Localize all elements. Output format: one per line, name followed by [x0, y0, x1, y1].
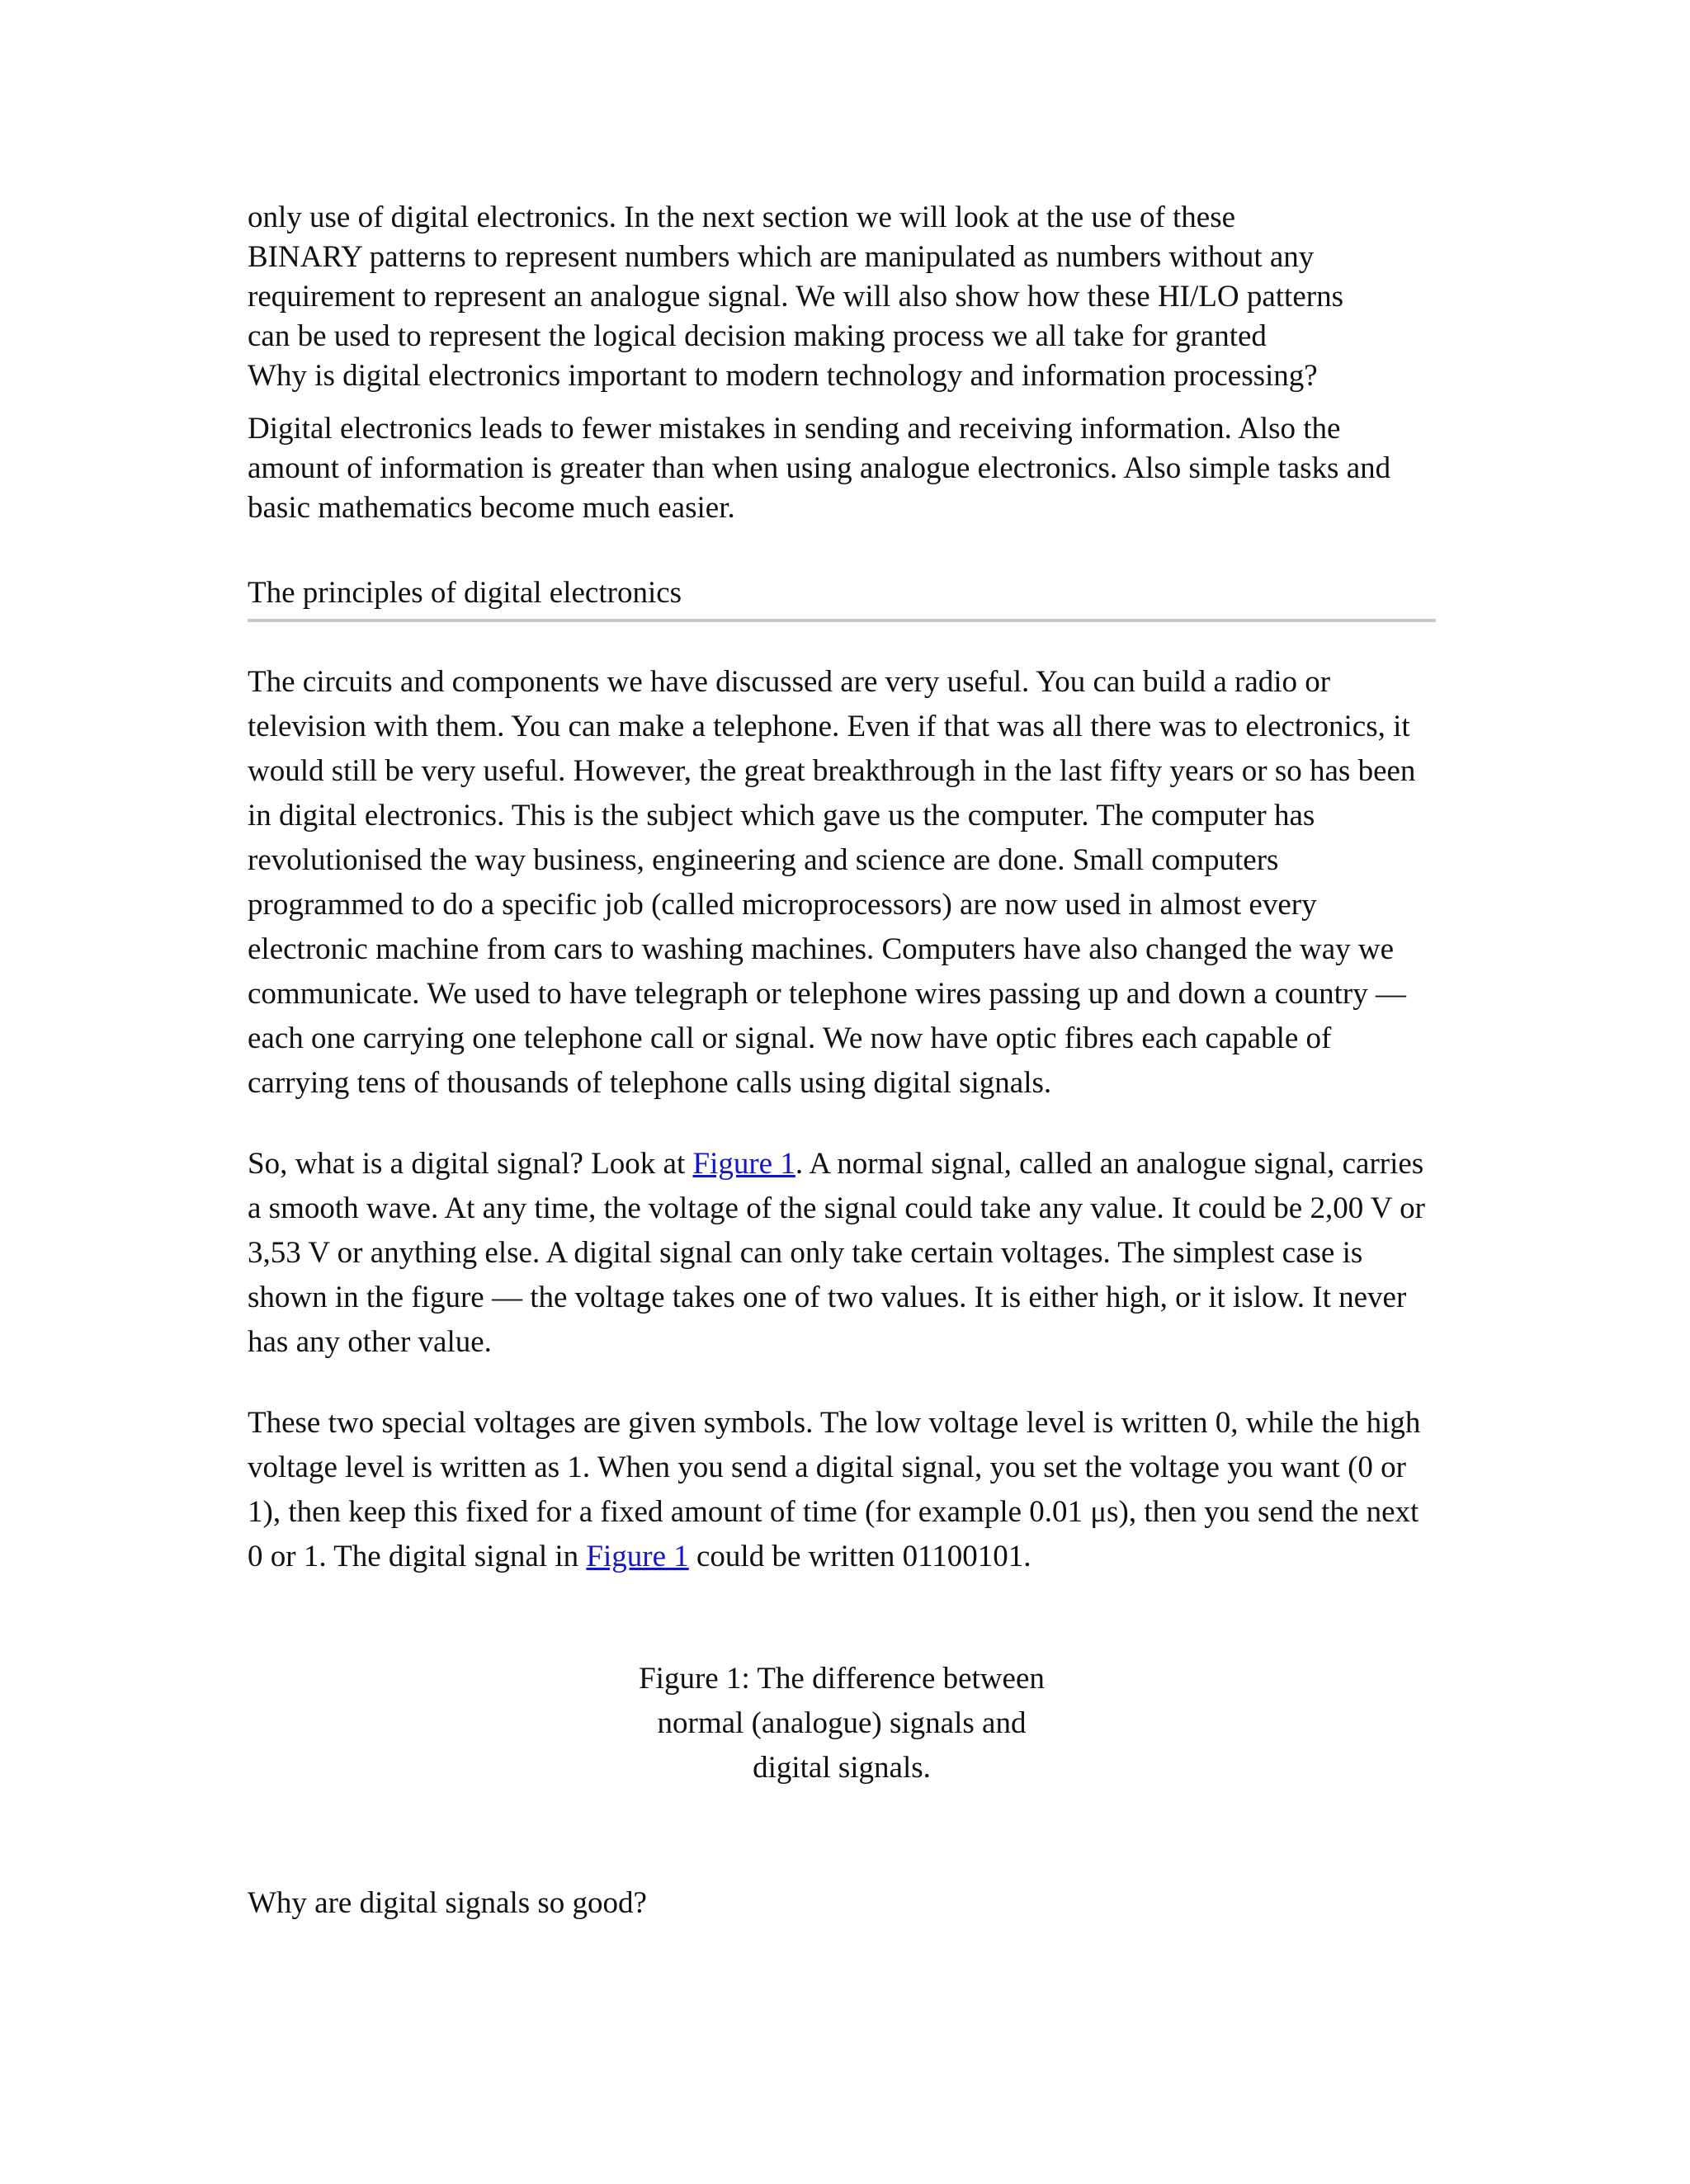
figure-1-link[interactable]: Figure 1 — [586, 1540, 689, 1573]
intro-line: only use of digital electronics. In the next section we will look at the use of these — [248, 200, 1236, 234]
body-paragraph-digital-signal — [248, 1142, 1436, 1365]
caption-line: Figure 1: The difference between — [639, 1662, 1045, 1696]
intro-line: requirement to represent an analogue signal. We will also show how these HI/LO patterns — [248, 280, 1343, 314]
caption-line: digital signals. — [753, 1751, 931, 1785]
answer-paragraph: Digital electronics leads to fewer mistakes in sending and receiving information. Also the amount of information is greater than when using analogue electronics. Also simple tasks and basic mathematics become much easier. — [248, 412, 1391, 525]
intro-paragraph — [248, 198, 1436, 396]
caption-line: normal (analogue) signals and — [657, 1706, 1027, 1740]
document-page — [248, 198, 1436, 1926]
paragraph-text: . A normal signal, called an analogue signal, carries a smooth wave. At any time, the voltage of the signal could take any value. It could be 2,00 V or 3,53 V or anything else. A digital signal can only take certain voltages. The simplest case is shown in the figure — the voltage takes one of two values. It is either high, or it islow. It never has any other value. — [248, 1147, 1425, 1359]
question-line: Why is digital electronics important to modern technology and information processing? — [248, 359, 1318, 393]
figure-1-link[interactable]: Figure 1 — [692, 1147, 795, 1181]
closing-heading: Why are digital signals so good? — [248, 1886, 647, 1920]
body-paragraph-voltage-symbols — [248, 1401, 1436, 1579]
paragraph-text: So, what is a digital signal? Look at — [248, 1147, 693, 1181]
paragraph-text: could be written 01100101. — [688, 1540, 1031, 1573]
intro-line: BINARY patterns to represent numbers which are manipulated as numbers without any — [248, 240, 1315, 274]
figure-caption — [611, 1657, 1073, 1790]
paragraph-text: These two special voltages are given symbols. The low voltage level is written 0, while the high voltage level is written as 1. When you send a digital signal, you set the voltage you want (0 or 1), then keep this fixed for a fixed amount of time (for example 0.01 μs), then you send the next 0 or 1. The digital signal in — [248, 1406, 1421, 1573]
intro-line: can be used to represent the logical decision making process we all take for granted — [248, 319, 1267, 353]
section-heading: The principles of digital electronics — [248, 573, 1436, 622]
body-paragraph-circuits: The circuits and components we have discussed are very useful. You can build a radio or television with them. You can make a telephone. Even if that was all there was to electronics, it would still be very useful. However, the great breakthrough in the last fifty years or so has been in digital electronics. This is the subject which gave us the computer. The computer has revolutionised the way business, engineering and science are done. Small computers programmed to do a specific job (called microprocessors) are now used in almost every electronic machine from cars to washing machines. Computers have also changed the way we communicate. We used to have telegraph or telephone wires passing up and down a country — each one carrying one telephone call or signal. We now have optic fibres each capable of carrying tens of thousands of telephone calls using digital signals. — [248, 665, 1416, 1100]
